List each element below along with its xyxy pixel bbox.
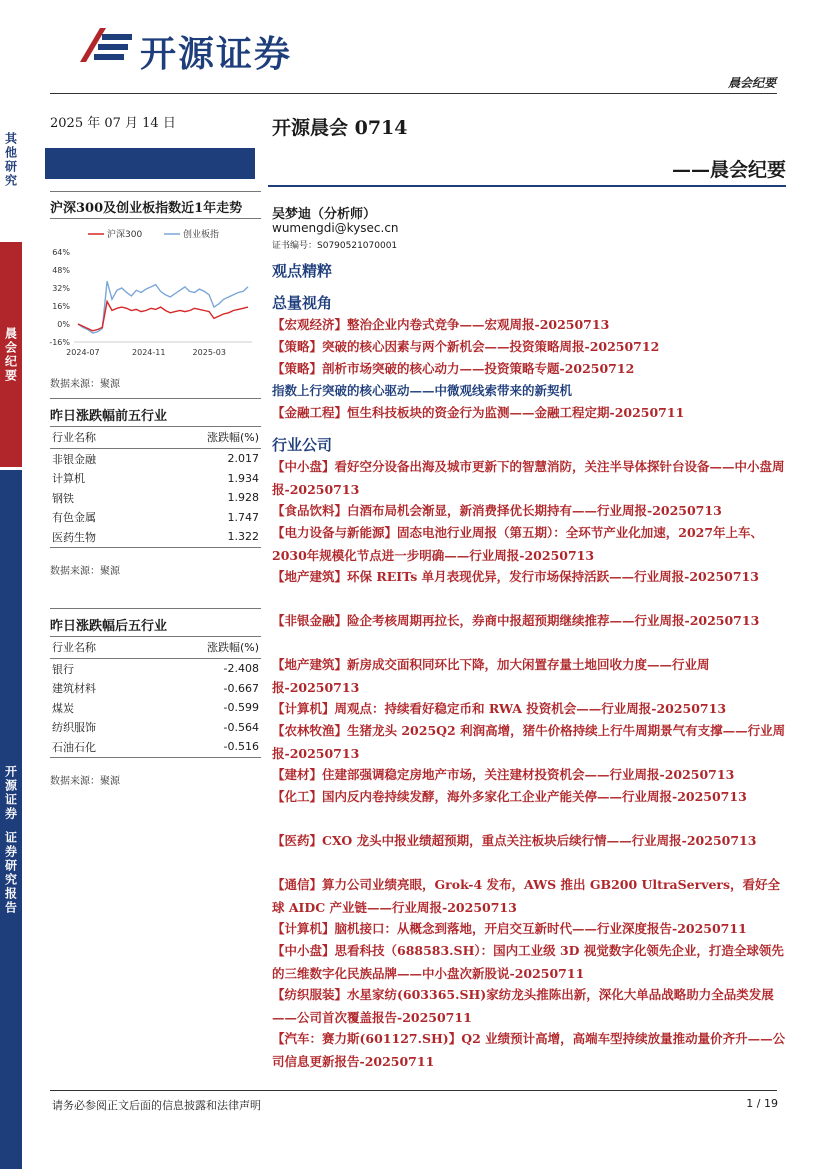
industry-change: -0.599: [223, 701, 259, 715]
logo-mark-icon: [72, 22, 138, 72]
section-viewpoints: 观点精粹: [272, 262, 333, 280]
y-tick-label: 16%: [52, 302, 70, 311]
date-band: [45, 148, 255, 179]
legend-label-gem: 创业板指: [183, 230, 220, 240]
industry-item[interactable]: 【通信】算力公司业绩亮眼，Grok-4 发布，AWS 推出 GB200 UltraServers，看好全球 AIDC 产业链——行业周报-20250713: [272, 877, 781, 915]
industry-item[interactable]: 【计算机】脑机接口：从概念到落地，开启交互新时代——行业深度报告-20250711: [272, 921, 747, 936]
chart-title: 沪深300及创业板指数近1年走势: [50, 201, 243, 216]
analyst-name: 吴梦迪（分析师）: [272, 207, 377, 222]
industry-item[interactable]: 【非银金融】险企考核周期再拉长，券商中报超预期继续推荐——行业周报-20250713: [272, 613, 760, 628]
table-row: [50, 469, 261, 489]
industry-item[interactable]: 【地产建筑】环保 REITs 单月表现优异，发行市场保持活跃——行业周报-20250713: [272, 569, 759, 584]
side-tab-morning-notes: 晨会纪要: [0, 242, 22, 467]
industry-item[interactable]: 【农林牧渔】生猪龙头 2025Q2 利润高增，猪牛价格持续上行牛周期景气有支撑——行业周报-20250713: [272, 723, 786, 761]
industry-item[interactable]: 【化工】国内反内卷持续发酵，海外多家化工企业产能关停——行业周报-20250713: [272, 789, 747, 804]
header-label: 晨会纪要: [727, 76, 776, 90]
side-tab-kaiyuan-research: 开源证券 证券研究报告: [0, 470, 22, 1169]
bottom-table-top-rule: [50, 608, 261, 609]
industry-change: -0.516: [145, 737, 261, 757]
section-macro: 总量视角: [272, 294, 333, 312]
chart-top-rule: [50, 191, 261, 192]
index-trend-chart: [46, 224, 262, 366]
industry-item[interactable]: 【医药】CXO 龙头中报业绩超预期，重点关注板块后续行情——行业周报-20250713: [272, 833, 757, 848]
table-row: [50, 527, 261, 547]
bottom-industries-title: 昨日涨跌幅后五行业: [50, 619, 168, 634]
x-tick-label: 2024-07: [66, 348, 100, 357]
industry-item[interactable]: 【中小盘】思看科技（688583.SH）：国内工业级 3D 视觉数字化领先企业，打造全球领先的三维数字化民族品牌——中小盘次新股说-20250711: [272, 943, 784, 981]
y-tick-label: 48%: [52, 266, 70, 275]
footer-divider: [50, 1090, 777, 1091]
industry-item[interactable]: 【中小盘】看好空分设备出海及城市更新下的智慧消防，关注半导体探针台设备——中小盘周报-20250713: [272, 459, 785, 497]
side-tab-other-research: 其他研究: [0, 80, 22, 240]
macro-item[interactable]: 【策略】剖析市场突破的核心动力——投资策略专题-20250712: [272, 361, 635, 376]
industry-name: 石油石化: [50, 737, 145, 757]
table-row: [50, 449, 261, 469]
chart-title-rule: [50, 218, 261, 219]
section-industry: 行业公司: [272, 436, 333, 454]
macro-item[interactable]: 【金融工程】恒生科技板块的资金行为监测——金融工程定期-20250711: [272, 405, 685, 420]
industry-change: 1.322: [145, 527, 261, 547]
table-row: [50, 659, 261, 679]
table-row: [50, 679, 261, 699]
table-row: [50, 718, 261, 738]
chart-source: 数据来源：聚源: [50, 379, 120, 390]
report-date: 2025 年 07 月 14 日: [50, 116, 176, 131]
header-divider: [50, 93, 777, 94]
industry-name: 钢铁: [52, 491, 74, 505]
industry-item[interactable]: 【地产建筑】新房成交面积同环比下降，加大闲置存量土地回收力度——行业周报-20250713: [272, 657, 710, 695]
industry-change: -0.667: [223, 681, 259, 695]
table-row: [50, 698, 261, 718]
page-subtitle: ——晨会纪要: [671, 159, 786, 181]
top-table-source: 数据来源：聚源: [50, 566, 120, 577]
page-title: 开源晨会 0714: [272, 117, 408, 139]
footer-disclaimer: 请务必参阅正文后面的信息披露和法律声明: [52, 1099, 261, 1112]
top-industries-table: [50, 426, 261, 548]
industry-change: -2.408: [223, 662, 259, 676]
macro-item[interactable]: 指数上行突破的核心驱动——中微观线索带来的新契机: [272, 383, 573, 398]
industry-item[interactable]: 【计算机】周观点：持续看好稳定币和 RWA 投资机会——行业周报-20250713: [272, 701, 727, 716]
table-row: [50, 488, 261, 508]
analyst-email[interactable]: wumengdi@kysec.cn: [272, 221, 399, 235]
industry-change: 1.747: [227, 510, 259, 524]
industry-name: 煤炭: [52, 701, 74, 715]
col-header-change: 涨跌幅(%): [145, 637, 261, 659]
y-tick-label: 0%: [57, 320, 70, 329]
table-header-row: [50, 637, 261, 659]
macro-item[interactable]: 【策略】突破的核心因素与两个新机会——投资策略周报-20250712: [272, 339, 660, 354]
legend-label-hs300: 沪深300: [107, 230, 143, 240]
col-header-name: 行业名称: [50, 637, 145, 659]
analyst-cert: 证书编号：S0790521070001: [272, 241, 398, 251]
industry-item[interactable]: 【汽车：赛力斯(601127.SH)】Q2 业绩预计高增，高端车型持续放量推动量价齐升——公司信息更新报告-20250711: [272, 1031, 786, 1069]
series-line-gem: [78, 281, 248, 333]
bottom-industries-table: [50, 636, 261, 758]
industry-name: 纺织服饰: [52, 721, 96, 735]
macro-item[interactable]: 【宏观经济】整治企业内卷式竞争——宏观周报-20250713: [272, 317, 610, 332]
title-divider: [268, 185, 786, 187]
industry-name: 建筑材料: [52, 682, 96, 696]
industry-name: 计算机: [52, 472, 85, 486]
y-tick-label: 32%: [52, 284, 70, 293]
brand-logo-text: 开源证券: [140, 34, 293, 75]
brand-logo: [72, 22, 138, 76]
col-header-change: 涨跌幅(%): [145, 427, 261, 449]
table-row: [50, 737, 261, 757]
industry-change: 2.017: [227, 452, 259, 466]
industry-item[interactable]: 【纺织服装】水星家纺(603365.SH)家纺龙头推陈出新，深化大单品战略助力全品类发展——公司首次覆盖报告-20250711: [272, 987, 774, 1025]
industry-name: 有色金属: [52, 511, 96, 525]
industry-name: 非银金融: [52, 452, 96, 466]
industry-item[interactable]: 【建材】住建部强调稳定房地产市场，关注建材投资机会——行业周报-20250713: [272, 767, 735, 782]
industry-change: 1.928: [227, 491, 259, 505]
industry-change: -0.564: [223, 720, 259, 734]
industry-change: 1.934: [227, 471, 259, 485]
col-header-name: 行业名称: [50, 427, 145, 449]
industry-name: 银行: [52, 662, 74, 676]
table-header-row: [50, 427, 261, 449]
top-table-top-rule: [50, 398, 261, 399]
top-industries-title: 昨日涨跌幅前五行业: [50, 409, 168, 424]
y-tick-label: 64%: [52, 248, 70, 257]
industry-item[interactable]: 【电力设备与新能源】固态电池行业周报（第五期）：全环节产业化加速，2027年上车、2030年规模化节点进一步明确——行业周报-20250713: [272, 525, 764, 563]
x-tick-label: 2024-11: [132, 348, 166, 357]
industry-name: 医药生物: [50, 527, 145, 547]
page-number: 1 / 19: [746, 1097, 778, 1110]
y-tick-label: -16%: [49, 338, 70, 347]
industry-item[interactable]: 【食品饮料】白酒布局机会渐显，新消费择优长期持有——行业周报-20250713: [272, 503, 722, 518]
x-tick-label: 2025-03: [192, 348, 226, 357]
table-row: [50, 508, 261, 528]
bottom-table-source: 数据来源：聚源: [50, 776, 120, 787]
